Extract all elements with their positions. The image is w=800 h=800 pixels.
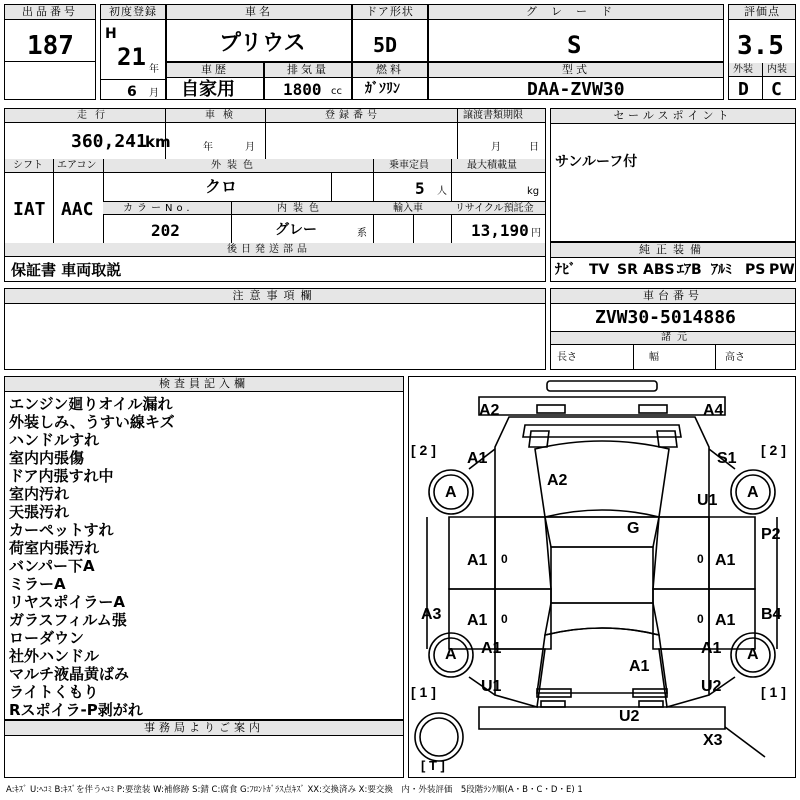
recycle-unit: 円 [531,228,541,239]
grade-cell [428,4,724,62]
sales-point-cell [550,108,796,242]
door-cell [352,4,428,62]
legend: A:ｷｽﾞ U:ﾍｺﾐ B:ｷｽﾞを伴うﾍｺﾐ P:要塗装 W:補修跡 S:錆 C:腐食 G:ﾌﾛﾝﾄｶﾞﾗｽ点ｷｽﾞ XX:交換済み X:要交換 内・外装評価 5段階ﾗﾝｸ順(A・B・C・D・E) 1 [6,785,583,795]
damage-mark: 0 [501,612,508,626]
score-label: 評価点 [729,5,795,20]
model-code: DAA-ZVW30 [527,79,625,100]
remark-line: リヤスポイラーA [9,593,126,611]
displacement-unit: cc [331,86,342,97]
damage-mark: A [747,484,759,501]
mileage: 360,241 [71,131,147,152]
damage-mark: U1 [697,492,718,509]
damage-mark: S1 [717,450,737,467]
damage-mark: 0 [697,612,704,626]
damage-mark: A1 [715,552,736,569]
remark-line: ガラスフィルム張 [9,611,127,629]
interior-color-label: 内装色 [277,203,325,214]
damage-mark: A1 [481,640,502,657]
first-registration-year: 21 [117,43,146,71]
history-cell [166,62,264,100]
remark-line: Rスポイラ-P剥がれ [9,701,143,719]
damage-mark: [ 2 ] [761,442,786,458]
sales-point-text: サンルーフ付 [555,154,638,170]
transfer-month-unit: 月 [491,142,501,153]
inspection-month-unit: 月 [245,142,255,153]
damage-mark: B4 [761,606,782,623]
chassis-label: 車台番号 [551,289,795,304]
door-label: ドア形状 [353,5,427,20]
damage-mark: A2 [479,402,500,419]
exterior-label: 外装 [733,64,753,75]
car-name-label: 車名 [167,5,351,20]
damage-mark: 0 [697,552,704,566]
mileage-label: 走行 [77,110,113,121]
damage-mark: A1 [467,450,488,467]
recycle-label: リサイクル預託金 [455,203,534,214]
damage-mark: U2 [619,708,640,725]
color-no-label: カラーNo. [123,203,194,214]
first-registration-cell [100,4,166,100]
inspector-cell [4,376,404,720]
chassis-number: ZVW30-5014886 [595,307,736,328]
car-name: プリウス [219,31,306,56]
displacement-label: 排気量 [265,63,351,78]
damage-mark: A1 [715,612,736,629]
spec-label: 諸元 [661,332,693,343]
inspection-label: 車検 [205,110,241,121]
lot-number-label: 出品番号 [5,5,95,20]
inspector-remarks [9,395,175,719]
office-cell [4,720,404,778]
mileage-unit: km [145,133,171,151]
damage-mark: X3 [703,732,723,749]
remark-line: マルチ液晶黄ばみ [9,665,130,683]
grade-label: グレード [429,5,723,20]
lot-number-cell [4,4,96,100]
damage-mark: P2 [761,526,781,543]
ac-label: エアコン [57,160,97,171]
damage-mark: A2 [547,472,568,489]
equipment-label: 純正装備 [551,243,795,258]
equipment-item: ｴｱB [677,262,702,278]
damage-mark: A4 [703,402,724,419]
equipment-item: PS [745,262,766,278]
score-cell [728,4,796,100]
damage-mark: A [445,484,457,501]
air-conditioner: AAC [61,199,94,220]
damage-mark: A [445,646,457,663]
remark-line: 荷室内張汚れ [9,539,100,557]
equipment-item: ﾅﾋﾞ [555,262,576,278]
transfer-label: 譲渡書類期限 [463,110,523,121]
remark-line: バンパー下A [9,557,95,575]
car-outline [409,377,795,777]
era: H [105,26,117,42]
displacement-cell [264,62,352,100]
equipment-item: PW [769,262,795,278]
door-type: 5D [373,33,398,57]
exterior-color: クロ [205,177,238,196]
remark-line: 天張汚れ [9,503,70,521]
displacement: 1800 [283,80,322,99]
interior-color: グレー [275,222,317,238]
damage-mark: U2 [701,678,722,695]
equipment-item: ｱﾙﾐ [711,262,732,278]
history-label: 車歴 [167,63,263,78]
plate-label: 登録番号 [325,110,381,121]
lot-number: 187 [27,31,74,61]
remark-line: 室内内張傷 [9,449,85,467]
history: 自家用 [181,79,235,100]
remark-line: 外装しみ、うすい線キズ [9,413,175,431]
equipment-cell [550,242,796,282]
load-label: 最大積載量 [467,160,517,171]
damage-diagram [408,376,796,778]
damage-mark: [ 1 ] [761,684,786,700]
remark-line: ハンドルすれ [9,431,100,449]
width-label: 幅 [649,352,659,363]
first-registration-label: 初度登録 [101,5,165,20]
interior-color-unit: 系 [357,228,367,239]
interior-label: 内装 [767,64,787,75]
capacity: 5 [415,179,425,198]
remark-line: ミラーA [9,575,66,593]
remark-line: エンジン廻りオイル漏れ [9,395,173,413]
equipment-item: SR [617,262,638,278]
color-number: 202 [151,221,180,240]
later-parts: 保証書 車両取説 [11,261,122,279]
exterior-grade: D [738,79,749,100]
model-cell [428,62,724,100]
capacity-label: 乗車定員 [389,160,429,171]
fuel: ｶﾞｿﾘﾝ [365,81,400,97]
inspector-label: 検査員記入欄 [5,377,403,392]
interior-grade: C [771,79,782,100]
damage-mark: U1 [481,678,502,695]
damage-mark: 0 [501,552,508,566]
remark-line: ライトくもり [9,683,99,701]
first-registration-month: 6 [127,84,137,100]
remark-line: ドア内張すれ中 [9,467,114,485]
later-parts-label: 後日発送部品 [227,244,311,255]
damage-mark: A1 [467,552,488,569]
equipment-item: ABS [643,262,675,278]
damage-mark: [ 1 ] [411,684,436,700]
equipment-item: TV [589,262,610,278]
load-unit: kg [527,186,540,197]
recycle-deposit: 13,190 [471,221,529,240]
shift-label: シフト [13,160,43,171]
remark-line: 室内汚れ [9,485,70,503]
height-label: 高さ [725,352,745,363]
fuel-cell [352,62,428,100]
year-unit: 年 [149,64,159,75]
month-unit: 月 [149,88,159,99]
shift: IAT [13,199,46,220]
chassis-cell [550,288,796,370]
notes-label: 注意事項欄 [5,289,545,304]
import-label: 輸入車 [393,203,423,214]
car-name-cell [166,4,352,62]
sales-point-label: セールスポイント [551,109,795,124]
score: 3.5 [737,31,784,61]
remark-line: ローダウン [9,629,85,647]
damage-mark: [ T ] [421,758,445,773]
damage-mark: G [627,520,640,537]
remark-line: カーペットすれ [9,521,114,539]
grade: S [567,31,582,59]
notes-cell [4,288,546,370]
inspection-year-unit: 年 [203,142,213,153]
fuel-label: 燃料 [353,63,427,78]
damage-mark: [ 2 ] [411,442,436,458]
capacity-unit: 人 [437,186,447,197]
transfer-day-unit: 日 [529,142,539,153]
damage-mark: A1 [629,658,650,675]
damage-mark: A3 [421,606,442,623]
model-label: 型式 [429,63,723,78]
office-label: 事務局よりご案内 [5,721,403,736]
remark-line: 社外ハンドル [9,647,100,665]
spec-table [4,108,546,282]
damage-mark: A [747,646,759,663]
color-label: 外装色 [211,160,259,171]
damage-mark: A1 [701,640,722,657]
damage-mark: A1 [467,612,488,629]
length-label: 長さ [557,352,577,363]
